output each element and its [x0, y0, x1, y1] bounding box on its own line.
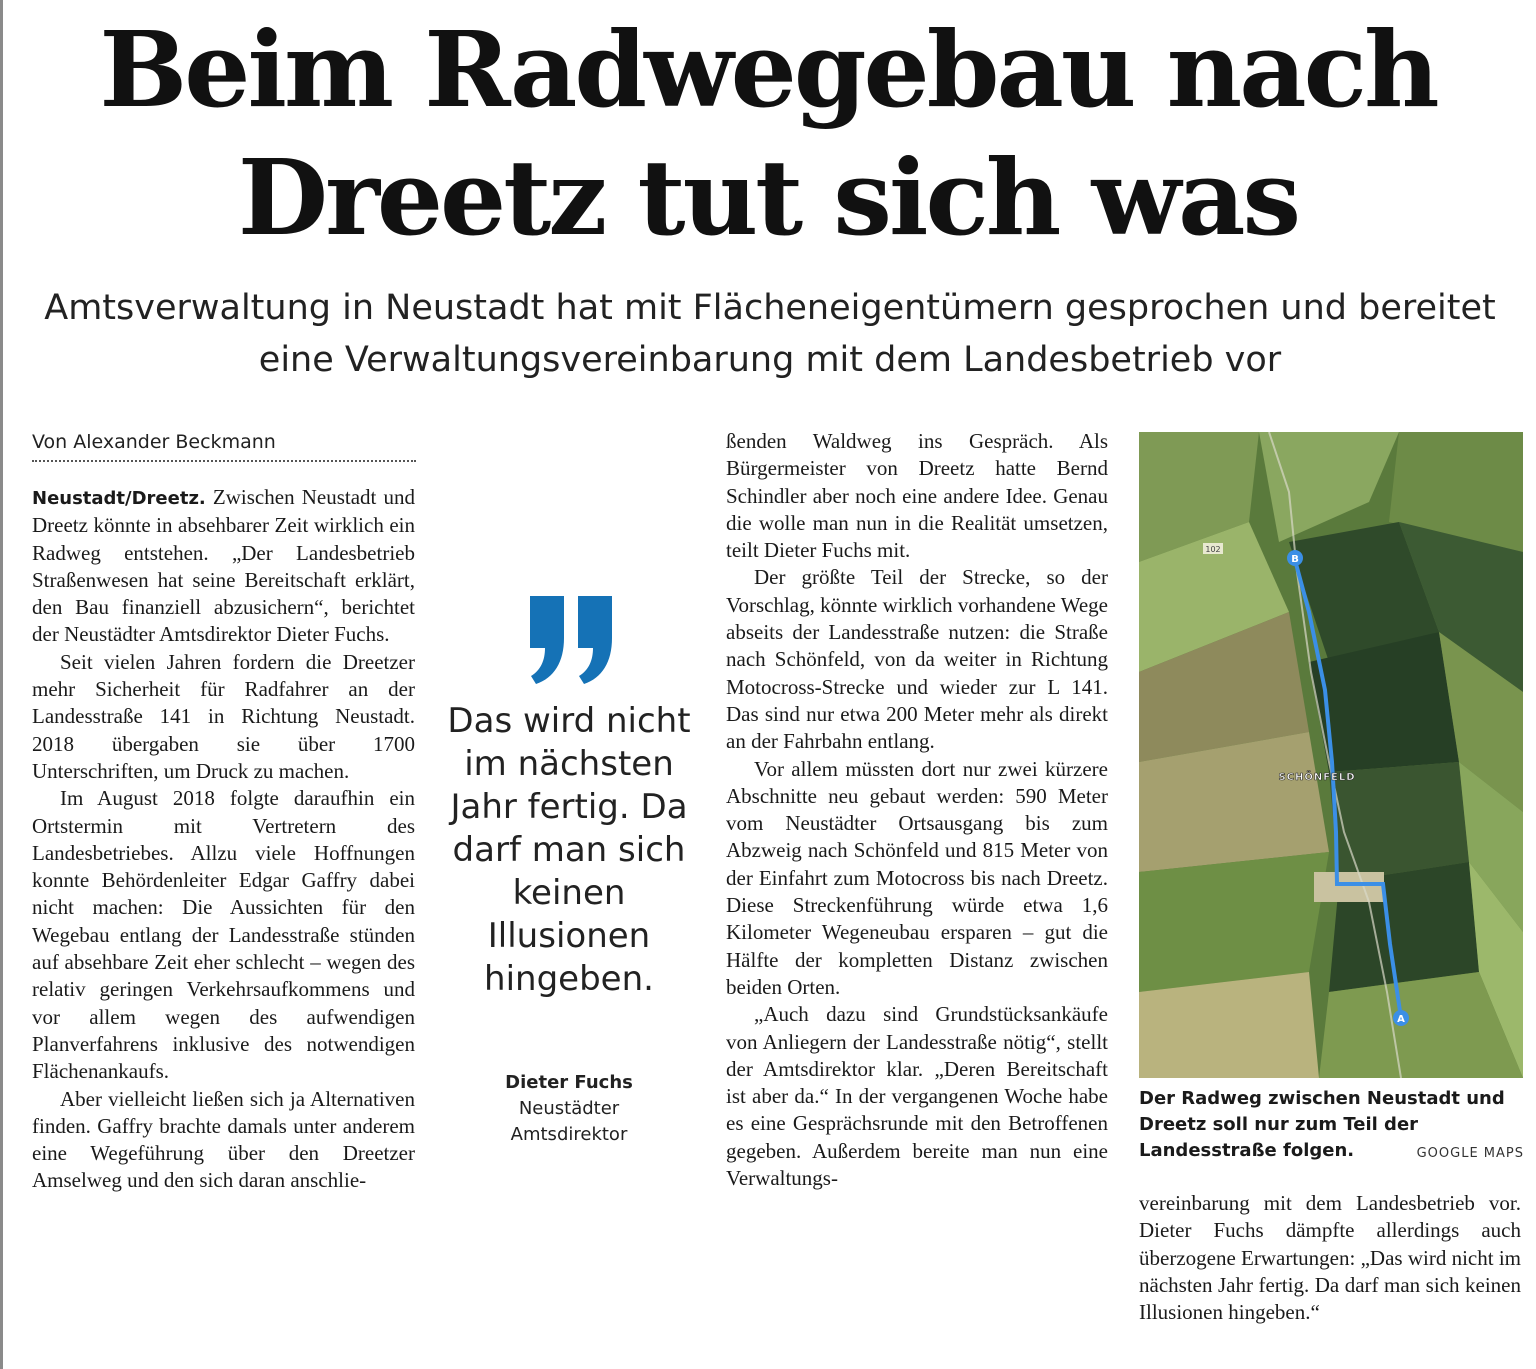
article-column-3: [1139, 1190, 1521, 1326]
paragraph: Im August 2018 folgte daraufhin ein Ortstermin mit Vertretern des Landesbetriebes. Allzu viele Hoffnungen konnte Behördenleiter Edgar Gaffry dabei nicht machen: Die Aussichten für den Wegebau entlang der Landesstraße stünden auf absehbare Zeit eher schlecht – wegen des relativ geringen Verkehrsaufkommens und vor allem wegen des aufwendigen Planverfahrens inklusive des notwendigen Flächenankaufs.: [32, 786, 415, 1084]
route-map: [1139, 432, 1523, 1078]
paragraph: ßenden Waldweg ins Gespräch. Als Bürgermeister von Dreetz hatte Bernd Schindler aber noch eine andere Idee. Genau die wolle man nun in die Realität umsetzen, teilt Dieter Fuchs mit.: [726, 429, 1108, 563]
road-badge: 102: [1205, 545, 1221, 554]
paragraph: vereinbarung mit dem Landesbetrieb vor. Dieter Fuchs dämpfte allerdings auch überzogene Erwartungen: „Das wird nicht im nächsten Jahr fertig. Da darf man sich keinen Illusionen hingeben.“: [1139, 1191, 1521, 1325]
paragraph: Vor allem müssten dort nur zwei kürzere Abschnitte neu gebaut werden: 590 Meter vom Neustädter Ortsausgang bis zum Abzweig nach Schönfeld und 815 Meter von der Einfahrt zum Motocross bis nach Dreetz. Diese Streckenführung würde etwa 1,6 Kilometer Wegeneubau ersparen – gut die Hälfte der kompletten Distanz zwischen beiden Orten.: [726, 756, 1108, 999]
quote-role: Amtsdirektor: [510, 1124, 628, 1145]
pull-quote: Das wird nicht im nächsten Jahr fertig. Da darf man sich keinen Illusionen hingeben.: [447, 701, 691, 999]
quote-role: Neustädter: [518, 1098, 620, 1119]
map-caption: Der Radweg zwischen Neustadt und Dreetz soll nur zum Teil der Landesstraße folgen.: [1139, 1088, 1505, 1161]
paragraph: „Auch dazu sind Grundstücksankäufe von Anliegern der Landesstraße nötig“, stellt der Amtsdirektor klar. „Deren Bereitschaft ist aber da.“ In der vergangenen Woche habe es eine Gesprächsrunde mit den Betroffenen gegeben. Außerdem bereite man nun eine Verwaltungs-: [726, 1002, 1108, 1191]
headline: Beim Radwegebau nach Dreetz tut sich was: [99, 8, 1437, 259]
photo-credit: GOOGLE MAPS: [1416, 1146, 1524, 1161]
quote-mark-icon: [522, 596, 622, 686]
byline: Von Alexander Beckmann: [32, 430, 416, 462]
quote-attribution: [443, 1070, 695, 1148]
place-label: SCHÖNFELD: [1278, 772, 1356, 783]
subheadline: Amtsverwaltung in Neustadt hat mit Flächeneigentümern gesprochen und bereitet eine Verwaltungsvereinbarung mit dem Landesbetrieb vor: [44, 288, 1496, 380]
article-column-1: [32, 484, 415, 1195]
aerial-map-image: [1139, 432, 1523, 1078]
route-start-marker: B: [1291, 554, 1299, 565]
route-end-marker: A: [1397, 1014, 1405, 1025]
paragraph: [32, 484, 415, 649]
article-column-2: [726, 428, 1108, 1192]
dateline: Neustadt/Dreetz.: [32, 488, 206, 509]
paragraph: Aber vielleicht ließen sich ja Alternativen finden. Gaffry brachte damals unter anderem eine Wegeführung über den Dreetzer Amselweg und den sich daran anschlie-: [32, 1086, 415, 1193]
quote-author: Dieter Fuchs: [505, 1072, 633, 1093]
paragraph: Seit vielen Jahren fordern die Dreetzer mehr Sicherheit für Radfahrer an der Landesstraße 141 in Richtung Neustadt. 2018 übergaben sie über 1700 Unterschriften, um Druck zu machen.: [32, 649, 415, 783]
paragraph: Der größte Teil der Strecke, so der Vorschlag, könnte wirklich vorhandene Wege abseits der Landesstraße nutzen: die Straße nach Schönfeld, von da weiter in Richtung Motocross-Strecke und wieder zur L 141. Das sind nur etwa 200 Meter mehr als direkt an der Fahrbahn entlang.: [726, 565, 1108, 754]
paragraph-text: Zwischen Neustadt und Dreetz könnte in absehbarer Zeit wirklich ein Radweg entstehen. „Der Landesbetrieb Straßenwesen hat seine Bereitschaft erklärt, den Bau finanziell abzusichern“, berichtet der Neustädter Amtsdirektor Dieter Fuchs.: [32, 485, 415, 647]
